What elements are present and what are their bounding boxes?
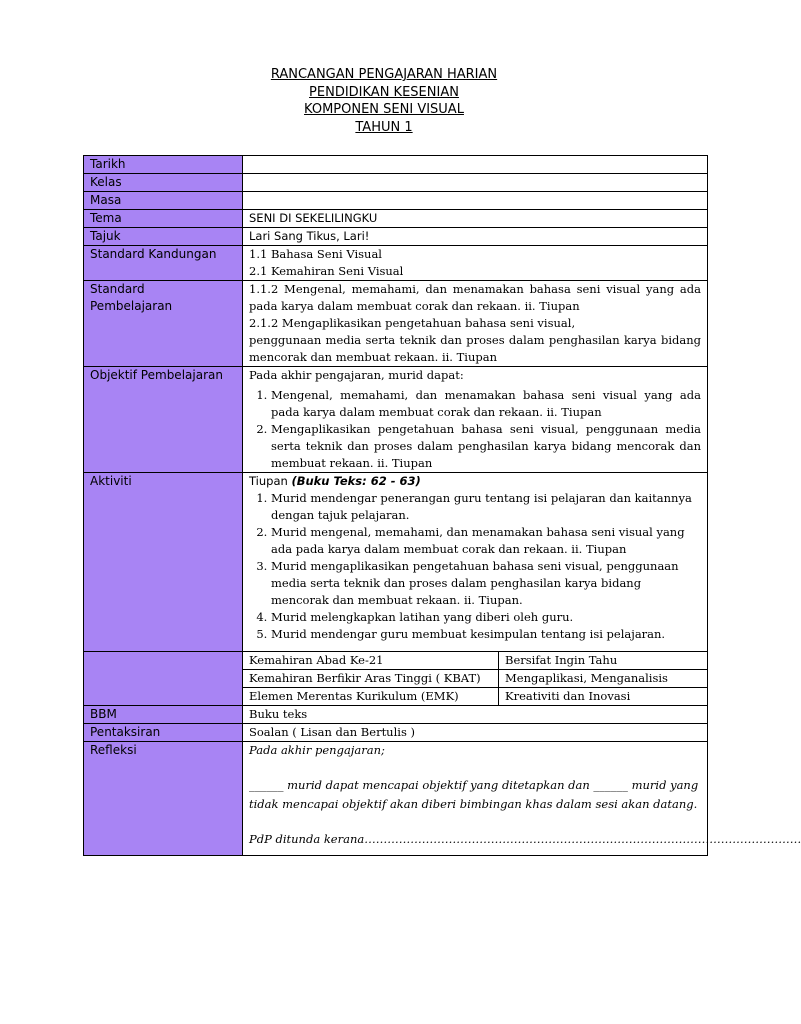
aktiviti-item: 5. Murid mendengar guru membuat kesimpulan tentang isi pelajaran. [271, 626, 701, 643]
objektif-item: 2. Mengaplikasikan pengetahuan bahasa seni visual, penggunaan media serta teknik dan proses dalam penghasilan karya bidang mencorak dan membuat rekaan. ii. Tiupan [271, 421, 701, 472]
sp-paragraph-3: penggunaan media serta teknik dan proses dalam penghasilan karya bidang mencorak dan membuat rekaan. ii. Tiupan [249, 333, 701, 364]
aktiviti-item: 2. Murid mengenal, memahami, dan menamakan bahasa seni visual yang ada pada karya dalam membuat corak dan rekaan. ii. Tiupan [271, 524, 701, 558]
title-line-2: PENDIDIKAN KESENIAN [309, 84, 459, 100]
objektif-item: 1. Mengenal, memahami, dan menamakan bahasa seni visual yang ada pada karya dalam membuat corak dan rekaan. ii. Tiupan [271, 387, 701, 421]
objektif-intro: Pada akhir pengajaran, murid dapat: [249, 368, 464, 382]
sk-line-2: 2.1 Kemahiran Seni Visual [249, 264, 404, 278]
sk-line-1: 1.1 Bahasa Seni Visual [249, 247, 382, 261]
refleksi-line-2[interactable]: ______ murid dapat mencapai objektif yang ditetapkan dan ______ murid yang tidak mencapai objektif akan diberi bimbingan khas dalam sesi akan datang. [249, 778, 699, 811]
objektif-list [249, 387, 701, 472]
value-refleksi [243, 742, 801, 856]
row-tema [84, 210, 708, 228]
row-aktiviti [84, 473, 708, 652]
sp-paragraph-1: 1.1.2 Mengenal, memahami, dan menamakan bahasa seni visual yang ada pada karya dalam membuat corak dan rekaan. ii. Tiupan [249, 282, 701, 313]
row-refleksi [84, 742, 708, 856]
aktiviti-heading [249, 473, 701, 490]
label-tarikh: Tarikh [84, 156, 243, 174]
sp-paragraph-2: 2.1.2 Mengaplikasikan pengetahuan bahasa seni visual, [249, 316, 576, 330]
refleksi-line-1: Pada akhir pengajaran; [249, 743, 385, 757]
aktiviti-item: 1. Murid mendengar penerangan guru tentang isi pelajaran dan kaitannya dengan tajuk pelajaran. [271, 490, 701, 524]
sp-label-line-1: Standard [90, 282, 145, 296]
label-aktiviti: Aktiviti [84, 473, 243, 652]
row-standard-kandungan [84, 246, 708, 281]
row-objektif [84, 367, 708, 473]
document-heading [0, 66, 768, 136]
label-pentaksiran: Pentaksiran [84, 724, 243, 742]
label-standard-kandungan: Standard Kandungan [84, 246, 243, 281]
kemahiran-label: Kemahiran Abad Ke-21 [243, 652, 499, 670]
label-masa: Masa [84, 192, 243, 210]
value-standard-kandungan [243, 246, 708, 281]
value-standard-pembelajaran [243, 281, 708, 367]
title-line-1: RANCANGAN PENGAJARAN HARIAN [270, 67, 498, 82]
aktiviti-heading-ref: (Buku Teks: 62 - 63) [291, 474, 421, 488]
title-line-3: KOMPONEN SENI VISUAL [304, 102, 464, 117]
row-tarikh [84, 156, 708, 174]
kemahiran-value: Kreativiti dan Inovasi [499, 688, 708, 706]
label-kelas: Kelas [84, 174, 243, 192]
label-refleksi: Refleksi [84, 742, 243, 856]
value-masa[interactable] [243, 192, 708, 210]
label-standard-pembelajaran [84, 281, 243, 367]
label-objektif: Objektif Pembelajaran [84, 367, 243, 473]
value-aktiviti [243, 473, 708, 652]
row-tajuk [84, 228, 708, 246]
label-tajuk: Tajuk [84, 228, 243, 246]
row-standard-pembelajaran [84, 281, 708, 367]
value-tarikh[interactable] [243, 156, 708, 174]
kemahiran-value: Bersifat Ingin Tahu [499, 652, 708, 670]
aktiviti-heading-text: Tiupan [249, 474, 288, 488]
value-tajuk: Lari Sang Tikus, Lari! [243, 228, 708, 246]
value-tema: SENI DI SEKELILINGKU [243, 210, 708, 228]
refleksi-line-3[interactable]: PdP ditunda kerana…………………………………………………………………………………………………… [249, 832, 801, 846]
row-pentaksiran [84, 724, 708, 742]
aktiviti-item: 4. Murid melengkapkan latihan yang diberi oleh guru. [271, 609, 701, 626]
row-kelas [84, 174, 708, 192]
kemahiran-value: Mengaplikasi, Menganalisis [499, 670, 708, 688]
kemahiran-label: Kemahiran Berfikir Aras Tinggi ( KBAT) [243, 670, 499, 688]
row-masa [84, 192, 708, 210]
label-tema: Tema [84, 210, 243, 228]
sp-label-line-2: Pembelajaran [90, 299, 173, 313]
kemahiran-label: Elemen Merentas Kurikulum (EMK) [243, 688, 499, 706]
row-bbm [84, 706, 708, 724]
value-bbm: Buku teks [243, 706, 708, 724]
label-bbm: BBM [84, 706, 243, 724]
value-objektif [243, 367, 708, 473]
label-kemahiran-blank [84, 652, 243, 706]
value-pentaksiran: Soalan ( Lisan dan Bertulis ) [243, 724, 708, 742]
title-line-4: TAHUN 1 [355, 119, 413, 135]
value-kelas[interactable] [243, 174, 708, 192]
row-kemahiran-abad [84, 652, 708, 670]
lesson-plan-table [83, 155, 801, 856]
aktiviti-item: 3. Murid mengaplikasikan pengetahuan bahasa seni visual, penggunaan media serta teknik dan proses dalam penghasilan karya bidang mencorak dan membuat rekaan. ii. Tiupan. [271, 558, 701, 609]
aktiviti-list [249, 490, 701, 643]
